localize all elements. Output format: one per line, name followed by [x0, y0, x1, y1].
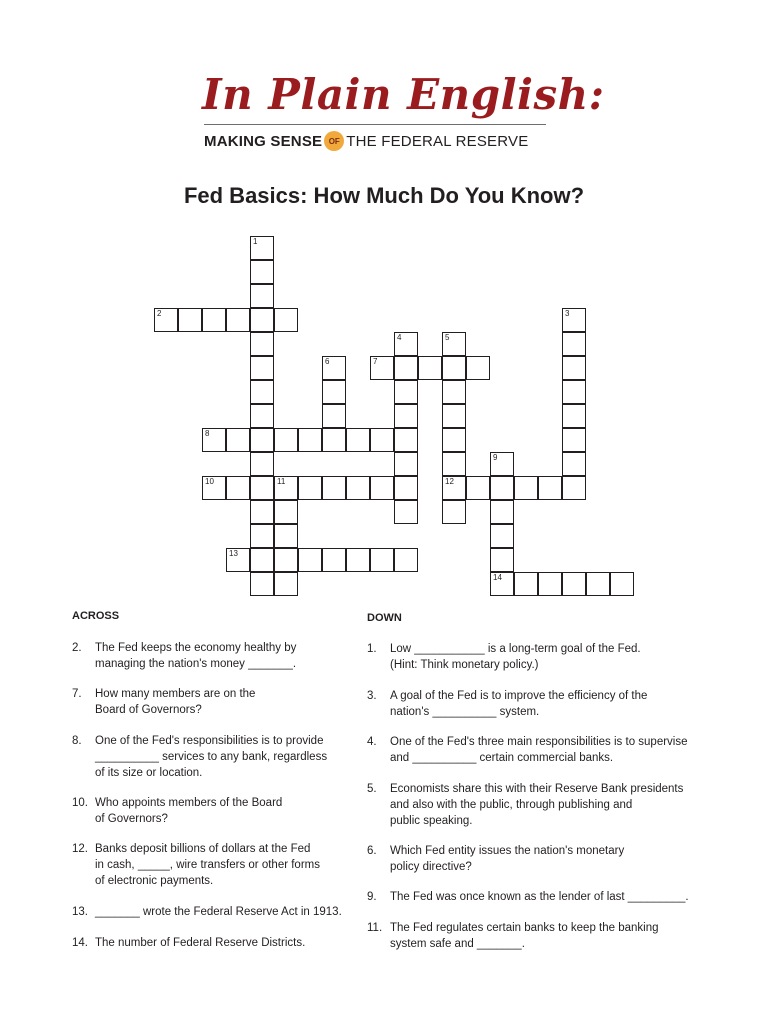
crossword-cell: [442, 404, 466, 428]
crossword-cell: [274, 548, 298, 572]
crossword-cell: [562, 428, 586, 452]
crossword-cell: [562, 404, 586, 428]
clue-number: 5.: [367, 783, 377, 795]
cell-number: 3: [565, 309, 570, 318]
crossword-cell: [250, 284, 274, 308]
clue-number: 9.: [367, 891, 377, 903]
crossword-cell: [490, 500, 514, 524]
crossword-cell: [322, 428, 346, 452]
crossword-cell: [394, 356, 418, 380]
page-title: Fed Basics: How Much Do You Know?: [183, 183, 585, 208]
clue-number: 1.: [367, 643, 377, 655]
crossword-cell: [346, 548, 370, 572]
crossword-cell: [370, 428, 394, 452]
crossword-cell: [274, 572, 298, 596]
across-clue: [72, 686, 352, 718]
cell-number: 4: [397, 333, 402, 342]
down-clue: [367, 641, 707, 673]
clue-text: How many members are on the Board of Governors?: [95, 688, 256, 716]
crossword-cell: [562, 452, 586, 476]
crossword-cell: [298, 476, 322, 500]
down-clue: [367, 688, 707, 720]
crossword-cell: [202, 476, 226, 500]
clue-number: 10.: [72, 797, 88, 809]
crossword-cell: [562, 332, 586, 356]
crossword-cell: [226, 428, 250, 452]
crossword-cell: [562, 356, 586, 380]
crossword-cell: [274, 476, 298, 500]
crossword-cell: [250, 500, 274, 524]
clue-text: Economists share this with their Reserve Bank presidents and also with the public, through publishing and public speaking.: [390, 783, 684, 827]
cell-number: 5: [445, 333, 450, 342]
across-clue: [72, 935, 352, 951]
clue-number: 2.: [72, 642, 82, 654]
clue-text: _______ wrote the Federal Reserve Act in 1913.: [95, 906, 342, 918]
crossword-cell: [394, 500, 418, 524]
crossword-cell: [250, 428, 274, 452]
crossword-cell: [274, 500, 298, 524]
cell-number: 7: [373, 357, 378, 366]
crossword-cell: [250, 404, 274, 428]
across-clue: [72, 733, 352, 781]
crossword-cell: [322, 548, 346, 572]
logo-subtitle: [204, 129, 528, 153]
crossword-cell: [562, 572, 586, 596]
cell-number: 13: [229, 549, 238, 558]
crossword-cell: [226, 308, 250, 332]
crossword-cell: [514, 476, 538, 500]
crossword-cell: [394, 548, 418, 572]
crossword-cell: [274, 524, 298, 548]
down-clue: [367, 889, 717, 905]
crossword-cell: [538, 476, 562, 500]
clue-text: One of the Fed's three main responsibilities is to supervise and __________ certain commercial banks.: [390, 736, 688, 764]
crossword-cell: [370, 476, 394, 500]
cell-number: 2: [157, 309, 162, 318]
clue-number: 6.: [367, 845, 377, 857]
cell-number: 12: [445, 477, 454, 486]
clue-text: One of the Fed's responsibilities is to provide __________ services to any bank, regardless of its size or location.: [95, 735, 328, 779]
clue-text: The Fed was once known as the lender of last _________.: [390, 891, 689, 903]
crossword-cell: [442, 380, 466, 404]
crossword-cell: [346, 428, 370, 452]
logo-light-text: THE FEDERAL RESERVE: [346, 132, 529, 150]
across-clue: [72, 904, 362, 920]
cell-number: 1: [253, 237, 258, 246]
clue-number: 8.: [72, 735, 82, 747]
crossword-cell: [562, 308, 586, 332]
clue-text: Banks deposit billions of dollars at the Fed in cash, _____, wire transfers or other forms of electronic payments.: [95, 843, 320, 887]
crossword-cell: [442, 500, 466, 524]
cell-number: 9: [493, 453, 498, 462]
clue-text: A goal of the Fed is to improve the efficiency of the nation's __________ system.: [390, 690, 648, 718]
down-clue: [367, 781, 717, 829]
logo-of-badge: OF: [324, 131, 344, 151]
crossword-cell: [298, 428, 322, 452]
clue-text: The Fed keeps the economy healthy by managing the nation's money _______.: [95, 642, 297, 670]
across-clue: [72, 841, 352, 889]
cell-number: 10: [205, 477, 214, 486]
crossword-cell: [250, 572, 274, 596]
crossword-cell: [490, 572, 514, 596]
crossword-cell: [250, 260, 274, 284]
crossword-cell: [250, 236, 274, 260]
crossword-cell: [226, 548, 250, 572]
crossword-cell: [442, 428, 466, 452]
clue-text: Who appoints members of the Board of Governors?: [95, 797, 283, 825]
crossword-cell: [442, 356, 466, 380]
crossword-cell: [250, 308, 274, 332]
crossword-cell: [394, 404, 418, 428]
crossword-cell: [322, 404, 346, 428]
cell-number: 11: [277, 477, 286, 486]
crossword-cell: [370, 356, 394, 380]
crossword-cell: [226, 476, 250, 500]
clue-text: Which Fed entity issues the nation's monetary policy directive?: [390, 845, 625, 873]
logo-script-text: In Plain English:: [202, 70, 605, 119]
crossword-cell: [394, 332, 418, 356]
crossword-cell: [514, 572, 538, 596]
across-clue: [72, 640, 352, 672]
crossword-cell: [490, 548, 514, 572]
logo-divider: [204, 124, 546, 125]
clue-text: The number of Federal Reserve Districts.: [95, 937, 306, 949]
crossword-cell: [346, 476, 370, 500]
clue-number: 14.: [72, 937, 88, 949]
crossword-cell: [538, 572, 562, 596]
crossword-cell: [562, 380, 586, 404]
crossword-cell: [250, 452, 274, 476]
crossword-cell: [202, 308, 226, 332]
crossword-cell: [418, 356, 442, 380]
crossword-cell: [250, 332, 274, 356]
crossword-cell: [394, 428, 418, 452]
crossword-cell: [250, 524, 274, 548]
crossword-cell: [154, 308, 178, 332]
clue-number: 11.: [367, 922, 383, 934]
clue-number: 7.: [72, 688, 82, 700]
crossword-cell: [394, 452, 418, 476]
cell-number: 14: [493, 573, 502, 582]
crossword-cell: [274, 428, 298, 452]
crossword-cell: [610, 572, 634, 596]
crossword-cell: [394, 380, 418, 404]
across-heading: ACROSS: [72, 610, 120, 622]
cell-number: 6: [325, 357, 330, 366]
crossword-cell: [562, 476, 586, 500]
crossword-cell: [370, 548, 394, 572]
across-clue: [72, 795, 352, 827]
crossword-cell: [202, 428, 226, 452]
crossword-cell: [274, 308, 298, 332]
crossword-cell: [442, 452, 466, 476]
clue-number: 12.: [72, 843, 88, 855]
crossword-cell: [490, 452, 514, 476]
crossword-cell: [490, 524, 514, 548]
crossword-cell: [490, 476, 514, 500]
crossword-cell: [250, 356, 274, 380]
logo-bold-text: MAKING SENSE: [204, 132, 323, 150]
clue-number: 4.: [367, 736, 377, 748]
crossword-cell: [394, 476, 418, 500]
crossword-cell: [250, 380, 274, 404]
down-clue: [367, 734, 717, 766]
crossword-cell: [442, 476, 466, 500]
crossword-cell: [250, 548, 274, 572]
clue-text: The Fed regulates certain banks to keep the banking system safe and _______.: [390, 922, 659, 950]
clue-text: Low ___________ is a long-term goal of the Fed. (Hint: Think monetary policy.): [390, 643, 641, 671]
cell-number: 8: [205, 429, 210, 438]
clue-number: 3.: [367, 690, 377, 702]
down-clue: [367, 843, 707, 875]
crossword-cell: [250, 476, 274, 500]
down-heading: DOWN: [367, 612, 402, 624]
clue-number: 13.: [72, 906, 88, 918]
crossword-cell: [586, 572, 610, 596]
crossword-cell: [322, 476, 346, 500]
crossword-cell: [322, 356, 346, 380]
crossword-cell: [466, 356, 490, 380]
crossword-cell: [466, 476, 490, 500]
crossword-cell: [178, 308, 202, 332]
down-clue: [367, 920, 707, 952]
crossword-cell: [322, 380, 346, 404]
crossword-cell: [298, 548, 322, 572]
crossword-cell: [442, 332, 466, 356]
logo: [196, 70, 605, 154]
